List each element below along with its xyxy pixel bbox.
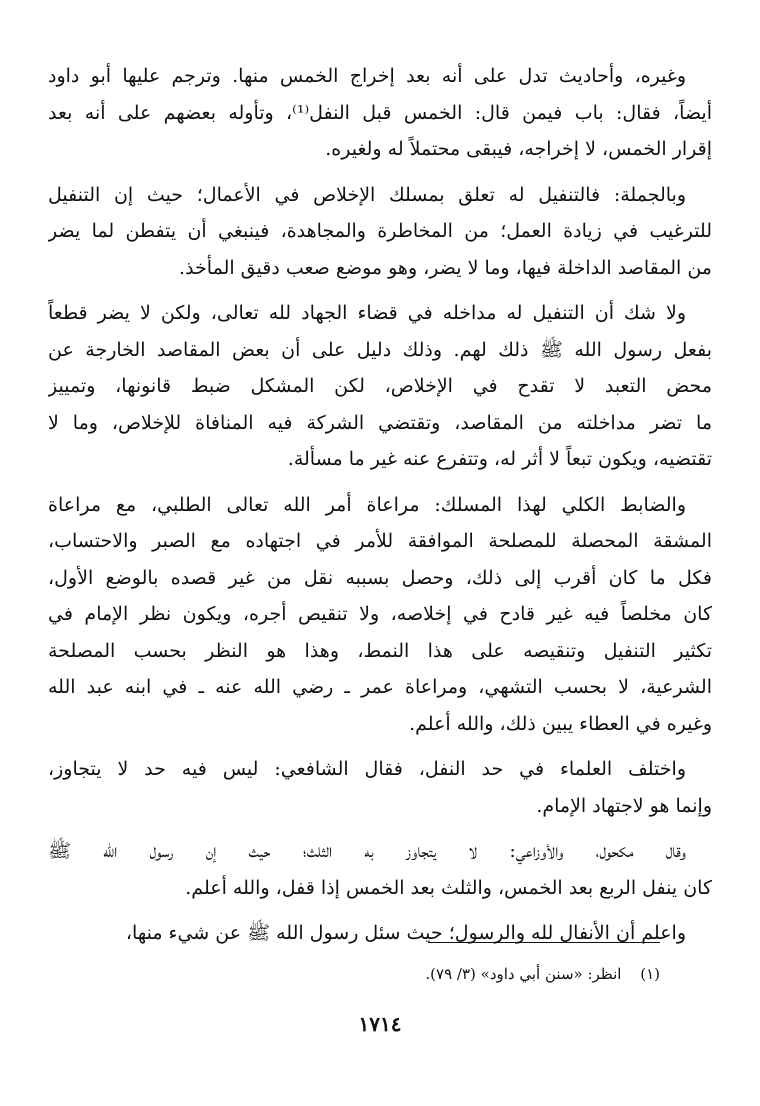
footnote-text: انظر: «سنن أبي داود» (٣/ ٧٩). [425,965,622,983]
text-line: واختلف العلماء في حد النفل، فقال الشافعي: ليس فيه حد لا يتجاوز، [48,758,686,780]
text-line: إقرار الخمس، لا إخراجه، فيبقى محتملاً له ولغيره. [325,138,712,160]
footnote [425,965,660,983]
text-line: والضابط الكلي لهذا المسلك: مراعاة أمر الله تعالى الطلبي، مع مراعاة [48,493,686,516]
paragraph [48,295,712,478]
text-line: تقتضيه، ويكون تبعاً لا أثر له، وتتفرع عنه غير ما مسألة. [287,448,712,470]
footnote-separator [428,942,660,943]
text-line: كان مخلصاً فيه غير قادح في إخلاصه، ولا تنقيص أجره، ويكون نظر الإمام في [48,603,712,625]
text-line: للترغيب في زيادة العمل؛ من المخاطرة والمجاهدة، فينبغي أن يتفطن لما يضر [48,220,712,242]
text-line: كان ينفل الربع بعد الخمس، والثلث بعد الخمس إذا قفل، والله أعلم. [185,876,712,899]
paragraph [48,487,712,743]
text-line: المشقة المحصلة للمصلحة الموافقة للأمر في اجتهاده مع الصبر والاحتساب، [48,530,712,552]
text-line: بفعل رسول الله ﷺ ذلك لهم. وذلك دليل على أن بعض المقاصد الخارجة عن [48,338,712,361]
text-line: ولا شك أن التنفيل له مداخله في قضاء الجهاد لله تعالى، ولكن لا يضر قطعاً [48,302,686,324]
text-line: واعلم أن الأنفال لله والرسول؛ حيث سئل رسول الله ﷺ عن شيء منها، [125,922,686,944]
text-line: وقال مكحول، والأوزاعي: لا يتجاوز به الثلث؛ حيث إن رسول الله ﷺ [48,840,686,862]
text-line: من المقاصد الداخلة فيها، وما لا يضر، وهو موضع صعب دقيق المأخذ. [179,256,712,279]
text-line: وغيره في العطاء يبين ذلك، والله أعلم. [409,712,712,735]
paragraph [48,915,712,952]
page-number: ١٧١٤ [358,1012,402,1036]
paragraph [48,58,712,168]
text-line: وإنما هو لاجتهاد الإمام. [536,794,712,817]
text-line: تكثير التنفيل وتنقيصه على هذا النمط، وهذا هو النظر بحسب المصلحة [48,639,712,662]
text-line: فكل ما كان أقرب إلى ذلك، وحصل بسببه نقل من غير قصده بالوضع الأول، [48,566,712,589]
text-line: وغيره، وأحاديث تدل على أنه بعد إخراج الخمس منها. وترجم عليها أبو داود [48,65,686,87]
text-line: محض التعبد لا تقدح في الإخلاص، لكن المشكل ضبط قانونها، وتمييز [48,375,712,397]
text-line: أيضاً، فقال: باب فيمن قال: الخمس قبل النفل⁽¹⁾، وتأوله بعضهم على أنه بعد [48,101,712,124]
paragraph [48,751,712,824]
paragraph [48,833,712,906]
text-line: وبالجملة: فالتنفيل له تعلق بمسلك الإخلاص في الأعمال؛ حيث إن التنفيل [48,183,686,206]
paragraph [48,177,712,287]
footnote-marker: (١) [640,965,660,983]
main-text [48,58,712,952]
text-line: ما تضر مداخلته من المقاصد، وتقتضي الشركة فيه المنافاة للإخلاص، وما لا [48,411,712,434]
text-line: الشرعية، لا بحسب التشهي، ومراعاة عمر ـ رضي الله عنه ـ في ابنه عبد الله [48,676,712,698]
